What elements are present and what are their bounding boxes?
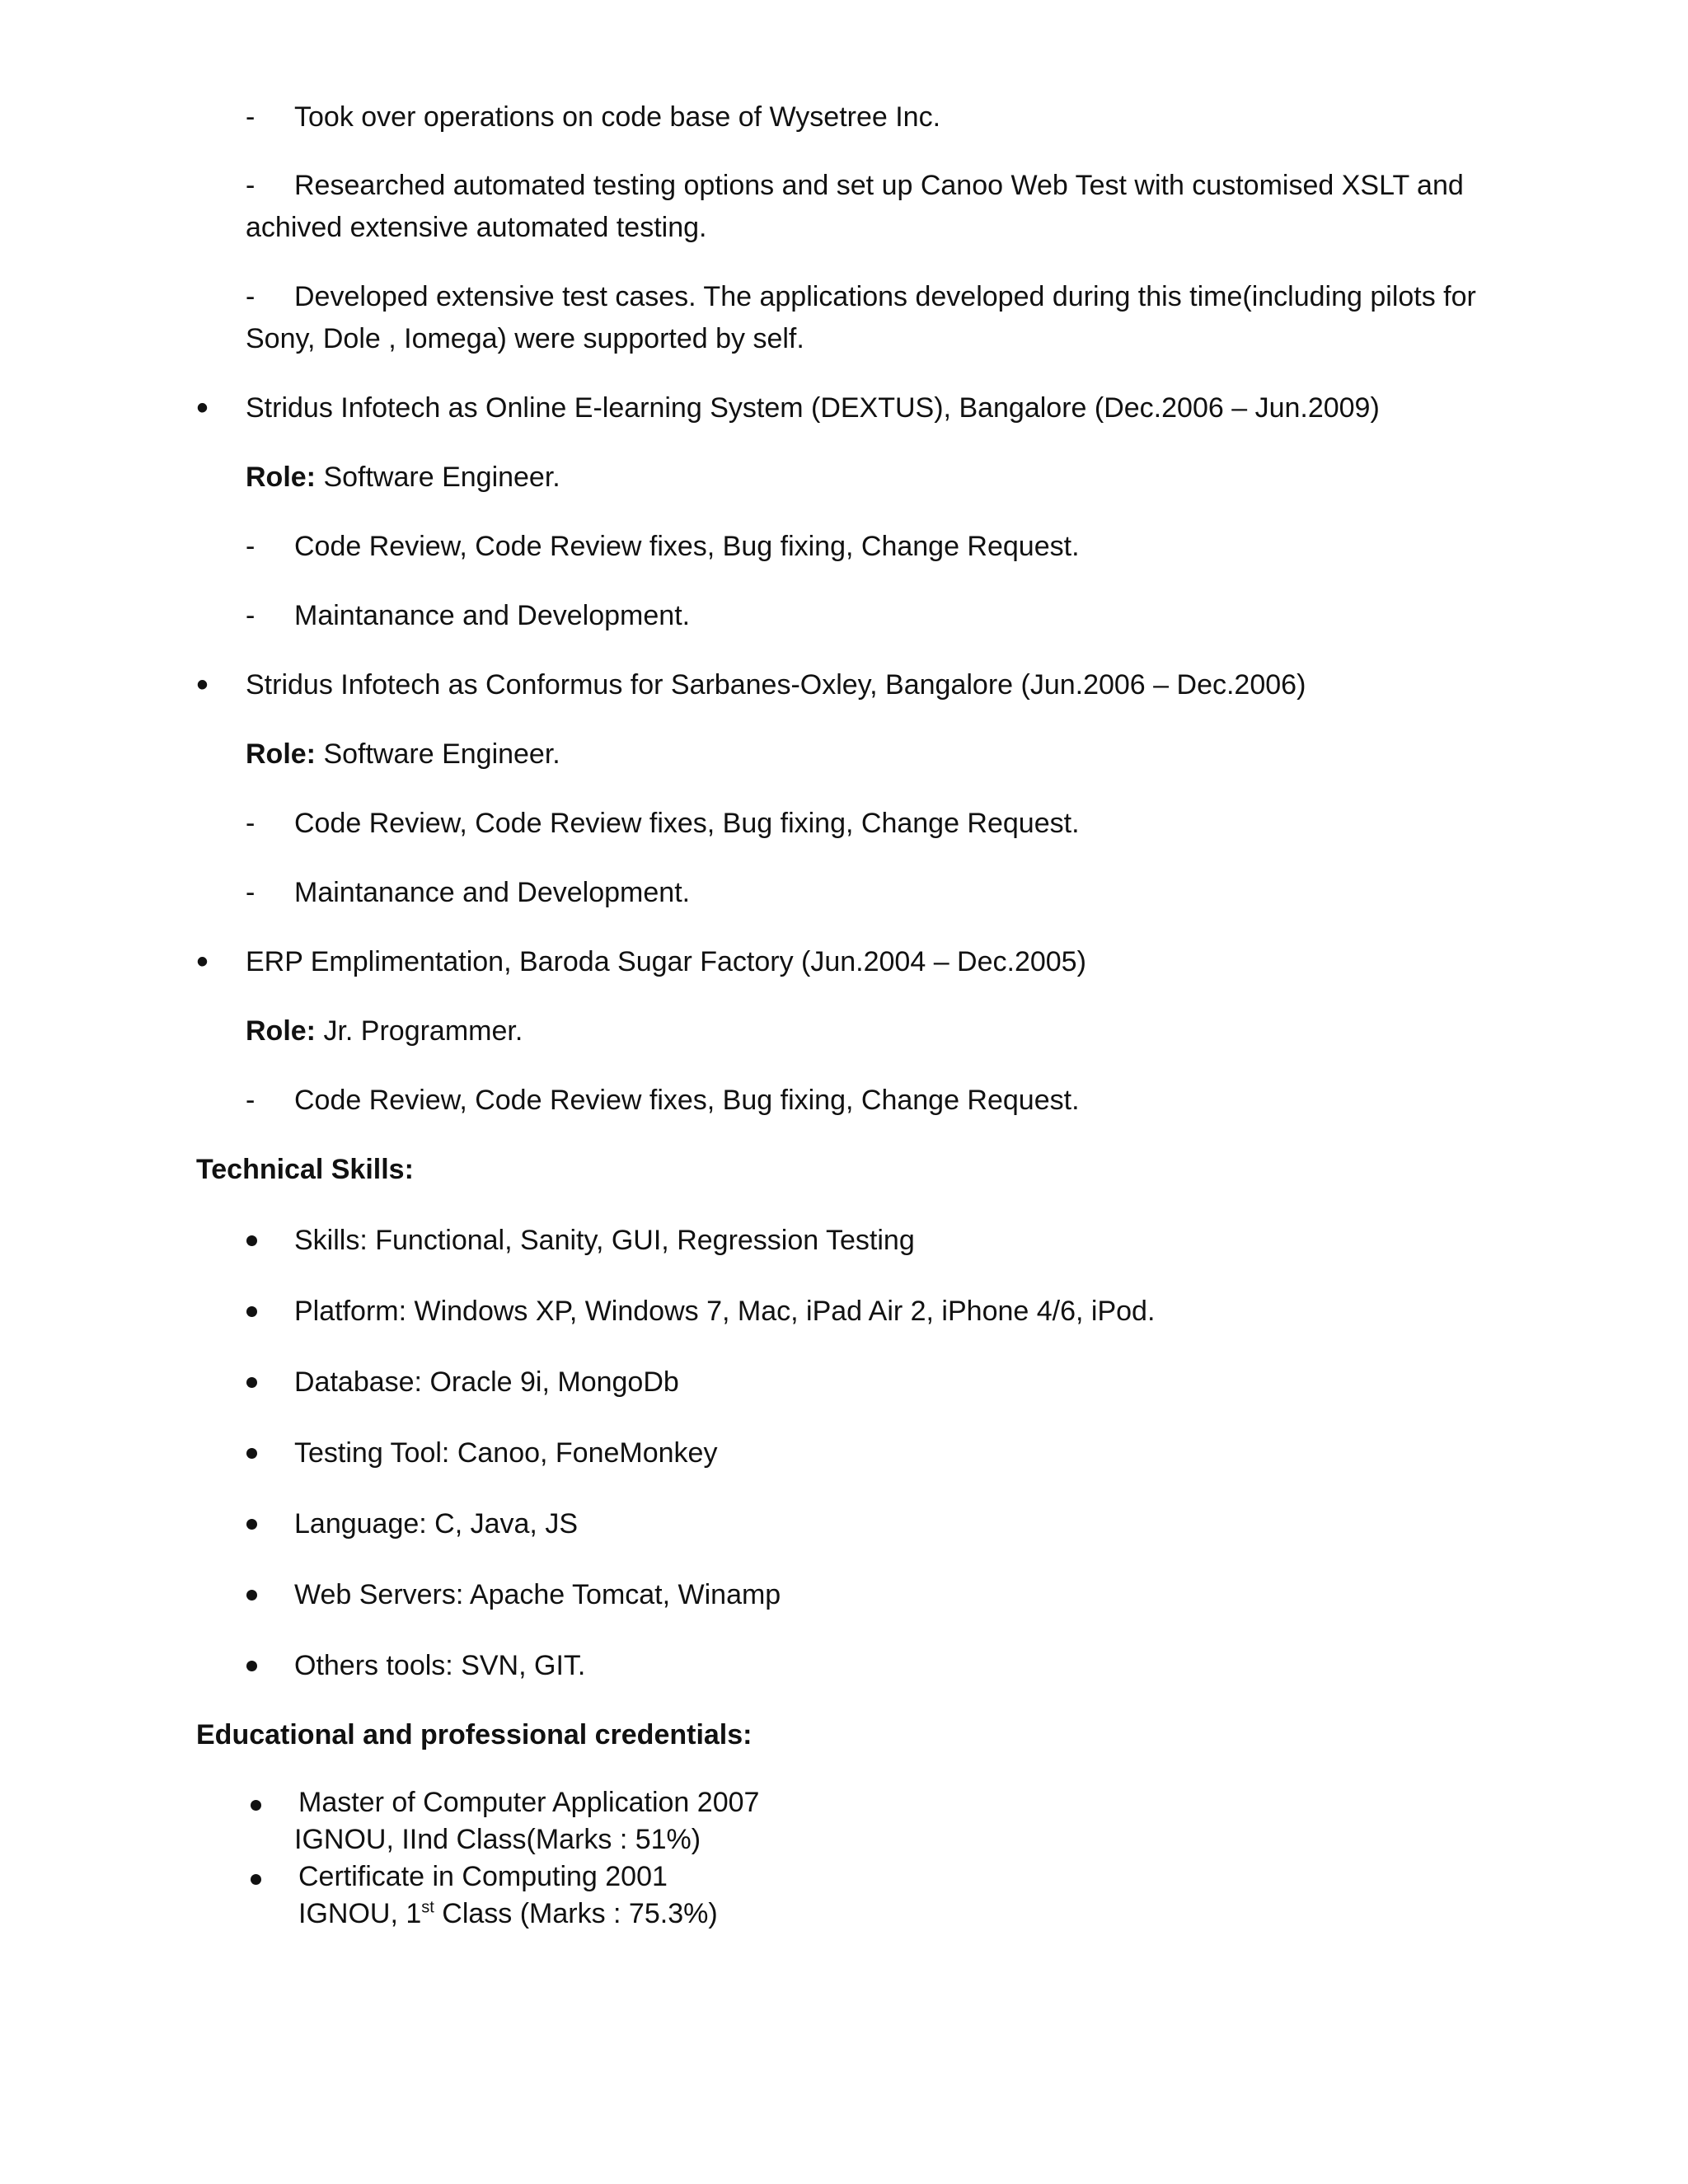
dash-bullet: - (246, 531, 256, 562)
education-bullet (251, 1874, 261, 1885)
role-value: Jr. Programmer. (316, 1015, 523, 1047)
education-detail-prefix: IGNOU, 1 (298, 1898, 422, 1929)
skill-bullet (246, 1306, 257, 1317)
skill-bullet (246, 1377, 257, 1388)
skill-item: Web Servers: Apache Tomcat, Winamp (294, 1579, 781, 1610)
skill-bullet (246, 1235, 257, 1246)
role-label: Role: (246, 462, 316, 493)
education-heading: Educational and professional credentials: (196, 1719, 753, 1750)
project-role-2 (246, 733, 560, 775)
project-2-point-1: Code Review, Code Review fixes, Bug fixing, Change Request. (294, 808, 1080, 839)
project-3-point-1: Code Review, Code Review fixes, Bug fixing, Change Request. (294, 1085, 1080, 1116)
skill-item: Testing Tool: Canoo, FoneMonkey (294, 1437, 718, 1469)
project-bullet: • (196, 390, 209, 426)
dash-bullet: - (246, 101, 256, 133)
skill-item: Others tools: SVN, GIT. (294, 1650, 586, 1681)
project-title-2: Stridus Infotech as Conformus for Sarbanes-Oxley, Bangalore (Jun.2006 – Dec.2006) (246, 669, 1306, 701)
skill-bullet (246, 1519, 257, 1530)
dash-bullet: - (246, 877, 256, 908)
wysetree-point-1: Took over operations on code base of Wysetree Inc. (294, 101, 941, 133)
education-detail-2 (298, 1896, 718, 1933)
skill-bullet (246, 1661, 257, 1671)
project-2-point-2: Maintanance and Development. (294, 877, 691, 908)
wysetree-point-3: Developed extensive test cases. The applications developed during this time(including pilots for Sony, Dole , Iomega) were supported by self. (246, 281, 1476, 354)
dash-bullet: - (246, 170, 256, 201)
education-detail-1: IGNOU, IInd Class(Marks : 51%) (294, 1824, 701, 1855)
project-title-1: Stridus Infotech as Online E-learning System (DEXTUS), Bangalore (Dec.2006 – Jun.2009) (246, 392, 1380, 424)
project-1-point-1: Code Review, Code Review fixes, Bug fixing, Change Request. (294, 531, 1080, 562)
dash-bullet: - (246, 1085, 256, 1116)
project-1-point-2: Maintanance and Development. (294, 600, 691, 631)
technical-skills-heading: Technical Skills: (196, 1154, 414, 1185)
project-bullet: • (196, 667, 209, 703)
education-title-2: Certificate in Computing 2001 (298, 1861, 668, 1892)
ordinal-suffix: st (421, 1898, 434, 1917)
skill-bullet (246, 1448, 257, 1459)
wysetree-point-2: Researched automated testing options and set up Canoo Web Test with customised XSLT and achived extensive automated testing. (246, 170, 1464, 243)
dash-bullet: - (246, 281, 256, 312)
dash-bullet: - (246, 600, 256, 631)
skill-bullet (246, 1590, 257, 1601)
role-value: Software Engineer. (316, 462, 560, 493)
skill-item: Database: Oracle 9i, MongoDb (294, 1366, 679, 1398)
role-label: Role: (246, 738, 316, 770)
role-label: Role: (246, 1015, 316, 1047)
project-title-3: ERP Emplimentation, Baroda Sugar Factory (Jun.2004 – Dec.2005) (246, 946, 1086, 977)
project-role-1 (246, 457, 560, 498)
dash-bullet: - (246, 808, 256, 839)
skill-item: Skills: Functional, Sanity, GUI, Regression Testing (294, 1225, 915, 1256)
skill-item: Platform: Windows XP, Windows 7, Mac, iPad Air 2, iPhone 4/6, iPod. (294, 1296, 1156, 1327)
project-role-3 (246, 1010, 523, 1052)
education-detail-suffix: Class (Marks : 75.3%) (434, 1898, 718, 1929)
role-value: Software Engineer. (316, 738, 560, 770)
skill-item: Language: C, Java, JS (294, 1508, 579, 1540)
education-bullet (251, 1800, 261, 1811)
project-bullet: • (196, 944, 209, 980)
education-title-1: Master of Computer Application 2007 (298, 1787, 760, 1818)
